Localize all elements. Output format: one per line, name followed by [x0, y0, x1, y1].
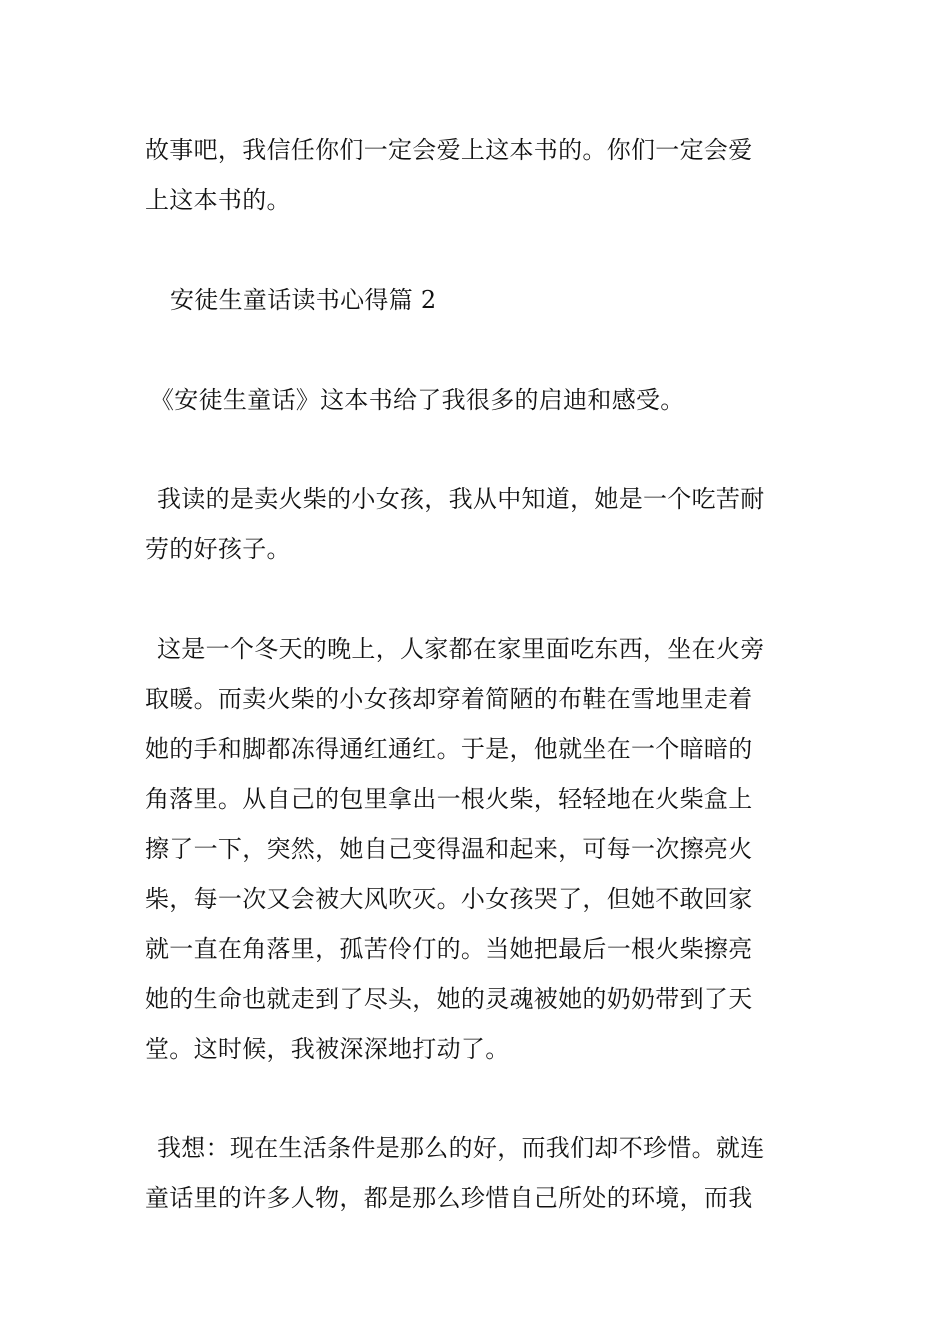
text-line: 故事吧，我信任你们一定会爱上这本书的。你们一定会爱 — [145, 136, 753, 164]
text-line: 童话里的许多人物，都是那么珍惜自己所处的环境，而我 — [145, 1184, 753, 1212]
text-line: 这是一个冬天的晚上，人家都在家里面吃东西，坐在火旁 — [157, 635, 765, 663]
text-line: 取暖。而卖火柴的小女孩却穿着简陋的布鞋在雪地里走着 — [145, 685, 753, 713]
text-line: 我想：现在生活条件是那么的好，而我们却不珍惜。就连 — [157, 1134, 765, 1162]
text-line: 上这本书的。 — [145, 186, 291, 214]
section-heading: 安徒生童话读书心得篇 2 — [170, 286, 437, 314]
text-line: 我读的是卖火柴的小女孩，我从中知道，她是一个吃苦耐 — [157, 485, 765, 513]
text-line: 《安徒生童话》这本书给了我很多的启迪和感受。 — [150, 386, 685, 414]
text-line: 堂。这时候，我被深深地打动了。 — [145, 1035, 510, 1063]
text-line: 她的手和脚都冻得通红通红。于是，他就坐在一个暗暗的 — [145, 735, 753, 763]
text-line: 她的生命也就走到了尽头，她的灵魂被她的奶奶带到了天 — [145, 985, 753, 1013]
text-line: 柴，每一次又会被大风吹灭。小女孩哭了，但她不敢回家 — [145, 885, 753, 913]
text-line: 就一直在角落里，孤苦伶仃的。当她把最后一根火柴擦亮 — [145, 935, 753, 963]
text-line: 劳的好孩子。 — [145, 535, 291, 563]
text-line: 擦了一下，突然，她自己变得温和起来，可每一次擦亮火 — [145, 835, 753, 863]
text-line: 角落里。从自己的包里拿出一根火柴，轻轻地在火柴盒上 — [145, 785, 753, 813]
